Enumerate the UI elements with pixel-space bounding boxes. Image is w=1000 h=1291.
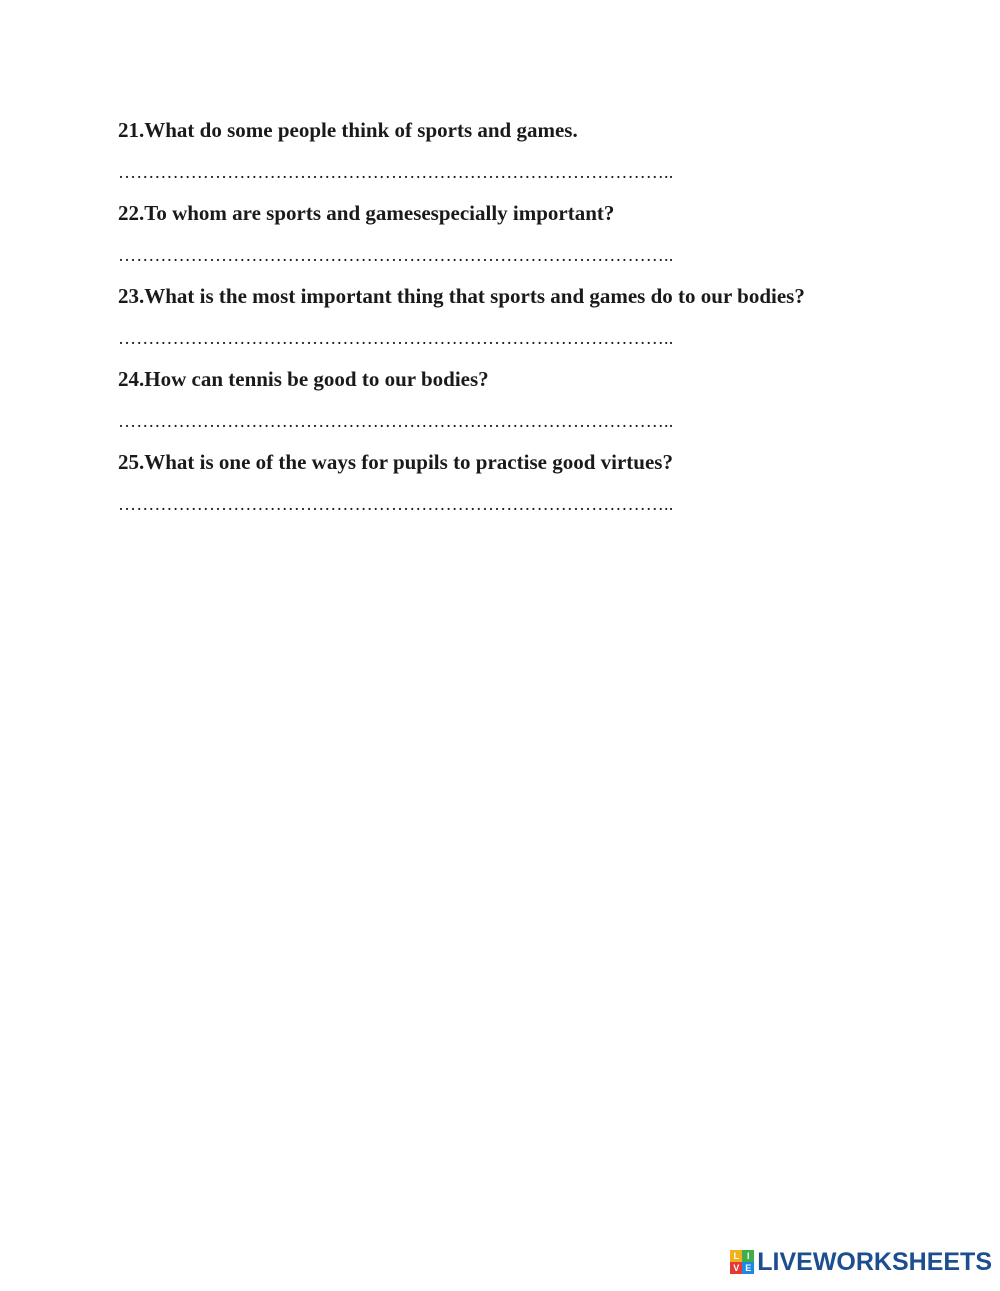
question-text: 25.What is one of the ways for pupils to practise good virtues?: [118, 450, 673, 474]
logo-letter-i: I: [742, 1250, 754, 1262]
logo-letter-e: E: [742, 1262, 754, 1274]
question-text: 22.To whom are sports and gamesespecially important?: [118, 201, 615, 225]
logo-letter-l: L: [730, 1250, 742, 1262]
liveworksheets-logo: [730, 1247, 992, 1277]
question-item-24: [118, 365, 918, 448]
brand-name: LIVEWORKSHEETS: [757, 1247, 992, 1276]
question-text: 23.What is the most important thing that sports and games do to our bodies?: [118, 284, 805, 308]
question-item-25: [118, 448, 918, 531]
answer-line: ………………………………………………………………………………..: [118, 162, 674, 182]
question-item-22: [118, 199, 918, 282]
answer-line: ………………………………………………………………………………..: [118, 245, 674, 265]
worksheet-questions: [118, 116, 918, 531]
answer-line: ………………………………………………………………………………..: [118, 411, 674, 431]
question-text: 24.How can tennis be good to our bodies?: [118, 367, 489, 391]
question-text: 21.What do some people think of sports and games.: [118, 118, 578, 142]
question-item-21: [118, 116, 918, 199]
answer-line: ………………………………………………………………………………..: [118, 494, 674, 514]
live-logo-icon: [730, 1250, 754, 1274]
logo-letter-v: V: [730, 1262, 742, 1274]
answer-line: ………………………………………………………………………………..: [118, 328, 674, 348]
question-item-23: [118, 282, 918, 365]
